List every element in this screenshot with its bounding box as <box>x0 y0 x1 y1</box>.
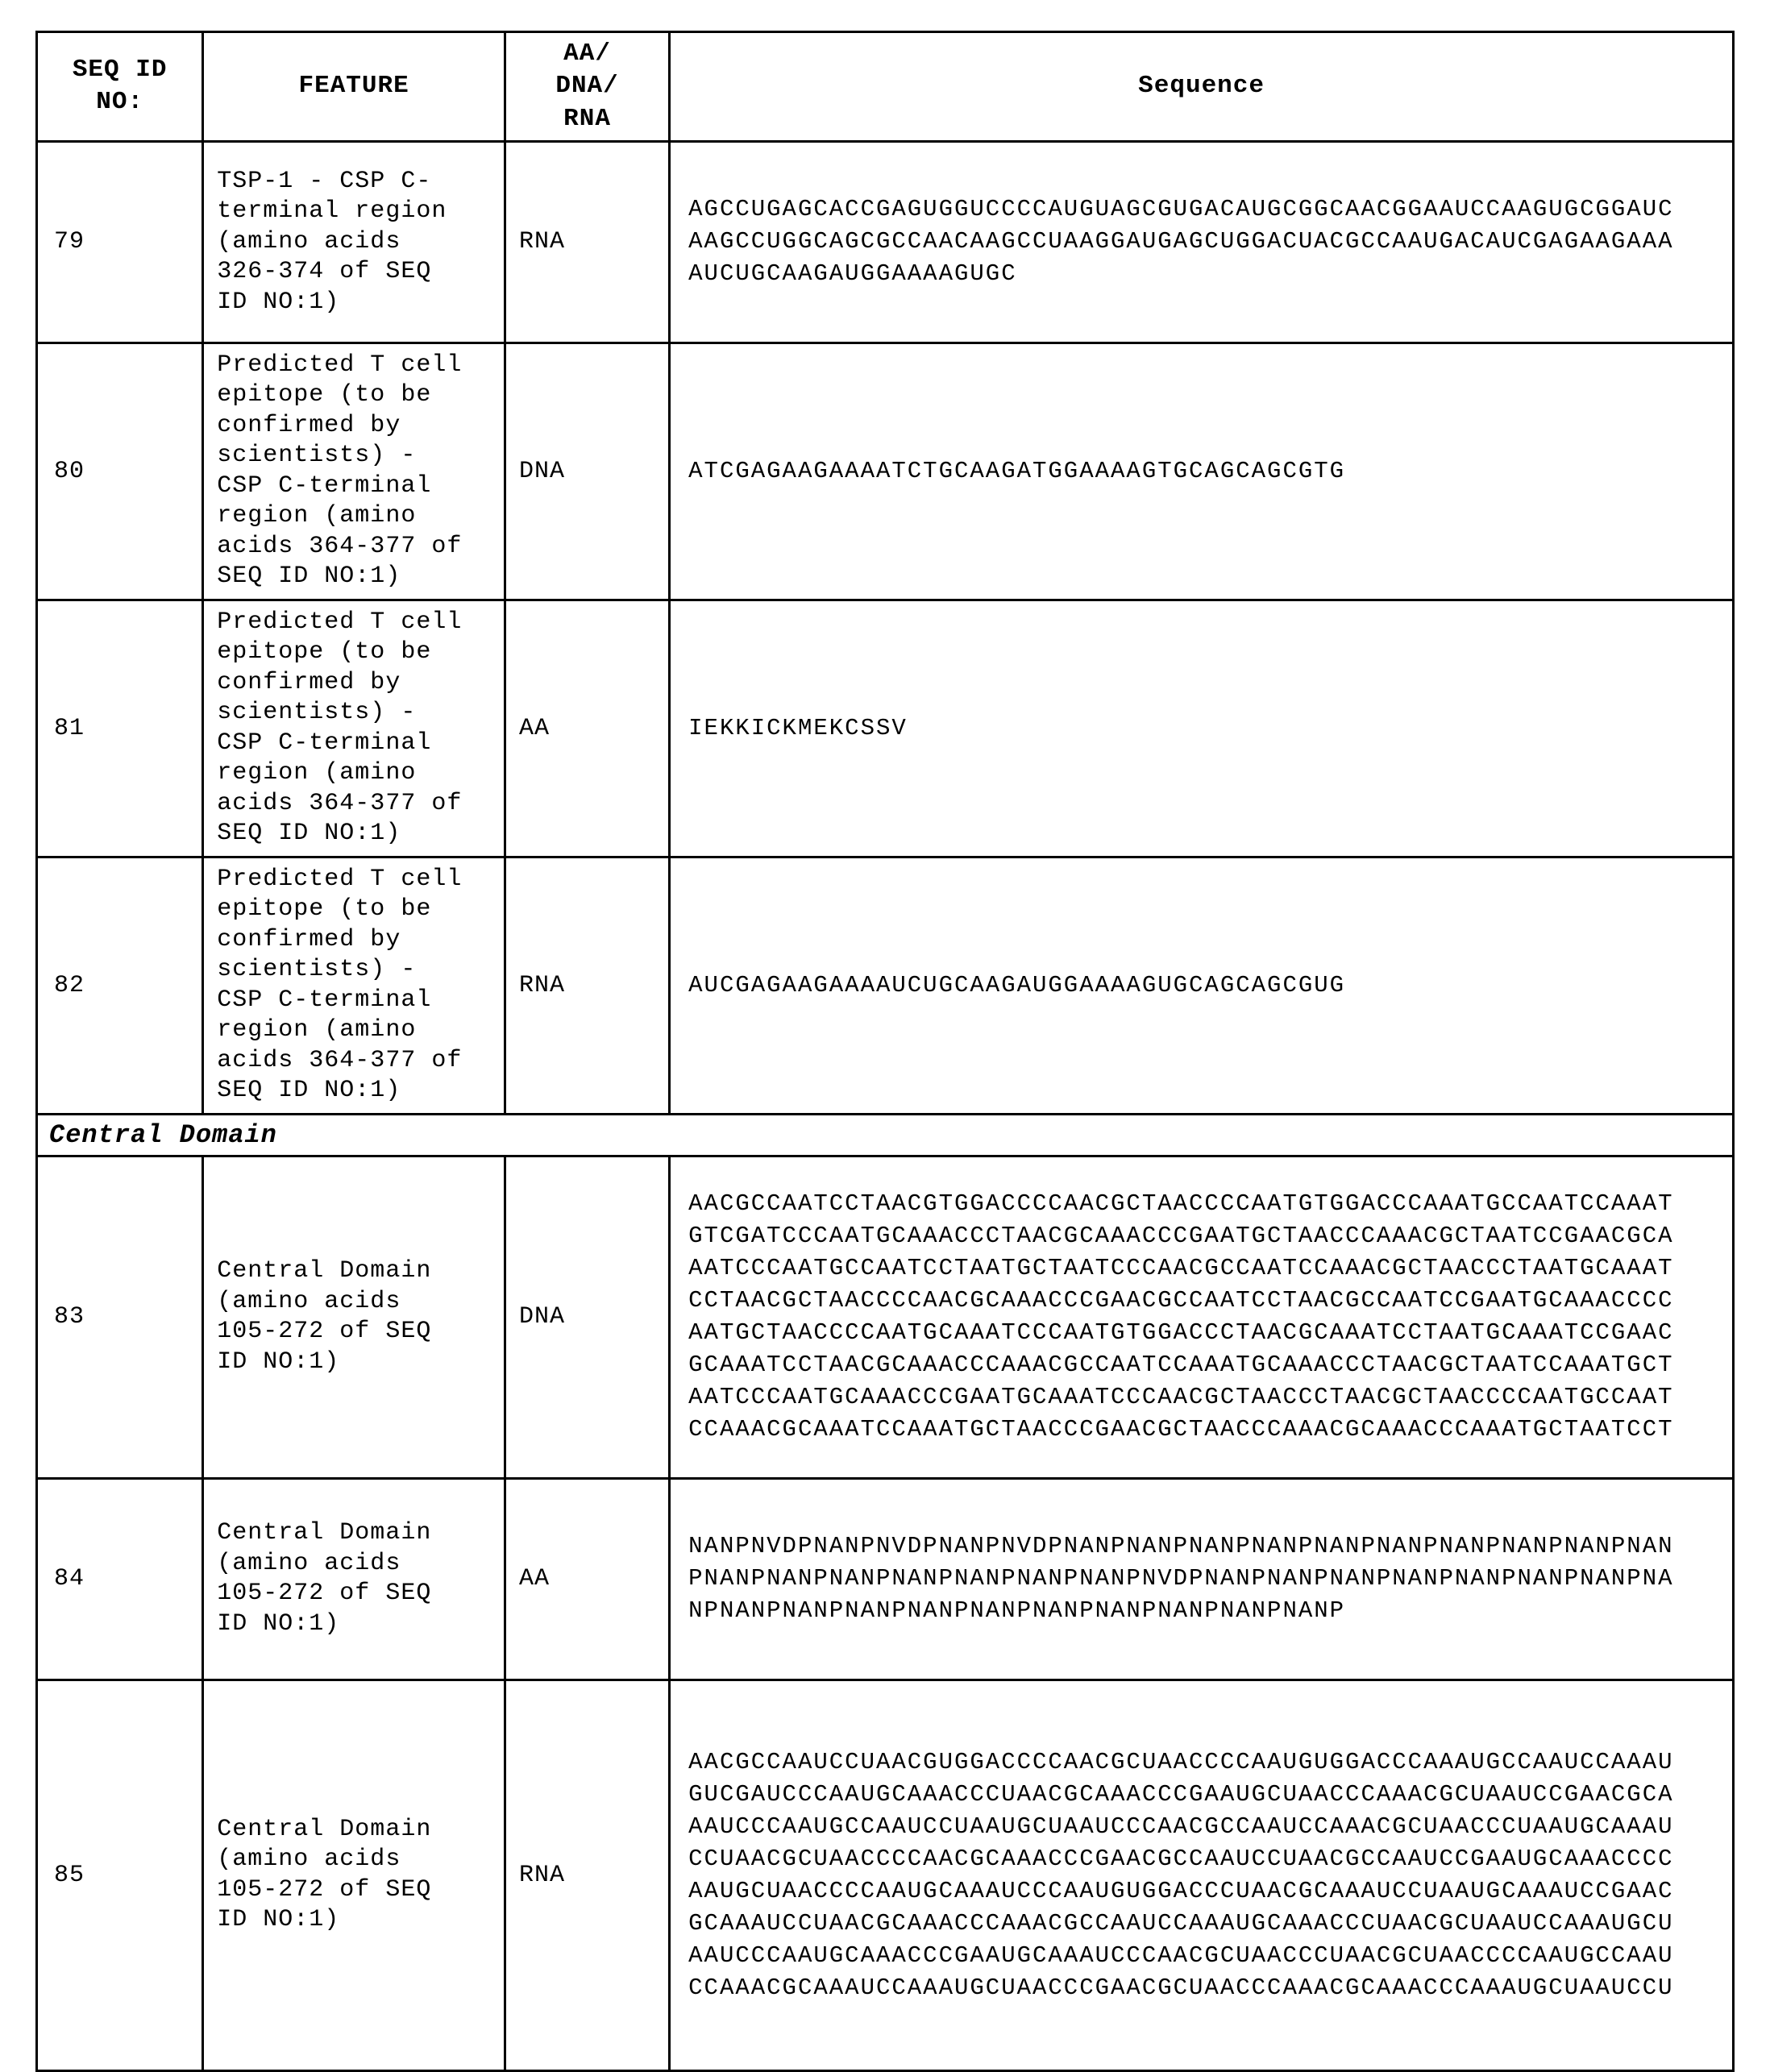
feature-cell: Central Domain (amino acids 105-272 of SEQ ID NO:1) <box>203 1680 505 2070</box>
seq-id-cell: 85 <box>37 1680 203 2070</box>
sequence-cell: AUCGAGAAGAAAAUCUGCAAGAUGGAAAAGUGCAGCAGCGUG <box>670 857 1734 1114</box>
feature-cell: Central Domain (amino acids 105-272 of SEQ ID NO:1) <box>203 1156 505 1478</box>
sequence-cell: ATCGAGAAGAAAATCTGCAAGATGGAAAAGTGCAGCAGCGTG <box>670 343 1734 600</box>
seq-id-cell: 84 <box>37 1478 203 1680</box>
table-row-85 <box>37 1680 1734 2070</box>
type-cell: RNA <box>505 141 669 343</box>
sequence-cell: IEKKICKMEKCSSV <box>670 600 1734 857</box>
sequence-cell: AACGCCAAUCCUAACGUGGACCCCAACGCUAACCCCAAUGUGGACCCAAAUGCCAAUCCAAAU GUCGAUCCCAAUGCAAACCCUAACGCAAACCCGAAUGCUAACCCAAACGCUAAUCCGAACGCA AAUCCCAAUGCCAAUCCUAAUGCUAAUCCCAACGCCAAUCCAAACGCUAACCCUAAUGCAAAU CCUAACGCUAACCCCAACGCAAACCCGAACGCCAAUCCUAACGCCAAUCCGAAUGCAAACCCC AAUGCUAACCCCAAUGCAAAUCCCAAUGUGGACCCUAACGCAAAUCCUAAUGCAAAUCCGAAC GCAAAUCCUAACGCAAACCCAAACGCCAAUCCAAAUGCAAACCCUAACGCUAAUCCAAAUGCU AAUCCCAAUGCAAACCCGAAUGCAAAUCCCAACGCUAACCCUAACGCUAACCCCAAUGCCAAU CCAAACGCAAAUCCAAAUGCUAACCCGAACGCUAACCCAAACGCAAACCCAAAUGCUAAUCCU <box>670 1680 1734 2070</box>
section-header: Central Domain <box>37 1114 1734 1156</box>
seq-id-cell: 83 <box>37 1156 203 1478</box>
seq-id-cell: 79 <box>37 141 203 343</box>
type-cell: AA <box>505 600 669 857</box>
sequence-listing-table <box>35 31 1735 2072</box>
type-cell: RNA <box>505 857 669 1114</box>
feature-cell: Predicted T cell epitope (to be confirmed by scientists) - CSP C-terminal region (amino acids 364-377 of SEQ ID NO:1) <box>203 857 505 1114</box>
table-row-81 <box>37 600 1734 857</box>
table-row-82 <box>37 857 1734 1114</box>
seq-id-cell: 80 <box>37 343 203 600</box>
type-cell: DNA <box>505 1156 669 1478</box>
table-row-79 <box>37 141 1734 343</box>
sequence-cell: AACGCCAATCCTAACGTGGACCCCAACGCTAACCCCAATGTGGACCCAAATGCCAATCCAAAT GTCGATCCCAATGCAAACCCTAACGCAAACCCGAATGCTAACCCAAACGCTAATCCGAACGCA AATCCCAATGCCAATCCTAATGCTAATCCCAACGCCAATCCAAACGCTAACCCTAATGCAAAT CCTAACGCTAACCCCAACGCAAACCCGAACGCCAATCCTAACGCCAATCCGAATGCAAACCCC AATGCTAACCCCAATGCAAATCCCAATGTGGACCCTAACGCAAATCCTAATGCAAATCCGAAC GCAAATCCTAACGCAAACCCAAACGCCAATCCAAATGCAAACCCTAACGCTAATCCAAATGCT AATCCCAATGCAAACCCGAATGCAAATCCCAACGCTAACCCTAACGCTAACCCCAATGCCAAT CCAAACGCAAATCCAAATGCTAACCCGAACGCTAACCCAAACGCAAACCCAAATGCTAATCCT <box>670 1156 1734 1478</box>
header-seq-id: SEQ ID NO: <box>37 32 203 142</box>
type-cell: DNA <box>505 343 669 600</box>
type-cell: AA <box>505 1478 669 1680</box>
header-row <box>37 32 1734 142</box>
table-row-83 <box>37 1156 1734 1478</box>
feature-cell: Predicted T cell epitope (to be confirmed by scientists) - CSP C-terminal region (amino acids 364-377 of SEQ ID NO:1) <box>203 600 505 857</box>
feature-cell: Predicted T cell epitope (to be confirmed by scientists) - CSP C-terminal region (amino acids 364-377 of SEQ ID NO:1) <box>203 343 505 600</box>
sequence-cell: NANPNVDPNANPNVDPNANPNVDPNANPNANPNANPNANPNANPNANPNANPNANPNANPNAN PNANPNANPNANPNANPNANPNANPNANPNVDPNANPNANPNANPNANPNANPNANPNANPNA NPNANPNANPNANPNANPNANPNANPNANPNANPNANPNANP <box>670 1478 1734 1680</box>
sequence-cell: AGCCUGAGCACCGAGUGGUCCCCAUGUAGCGUGACAUGCGGCAACGGAAUCCAAGUGCGGAUC AAGCCUGGCAGCGCCAACAAGCCUAAGGAUGAGCUGGACUACGCCAAUGACAUCGAGAAGAAA AUCUGCAAGAUGGAAAAGUGC <box>670 141 1734 343</box>
header-sequence: Sequence <box>670 32 1734 142</box>
table-row-84 <box>37 1478 1734 1680</box>
header-feature: FEATURE <box>203 32 505 142</box>
feature-cell: Central Domain (amino acids 105-272 of SEQ ID NO:1) <box>203 1478 505 1680</box>
type-cell: RNA <box>505 1680 669 2070</box>
seq-id-cell: 81 <box>37 600 203 857</box>
seq-id-cell: 82 <box>37 857 203 1114</box>
section-row <box>37 1114 1734 1156</box>
table-row-80 <box>37 343 1734 600</box>
feature-cell: TSP-1 - CSP C- terminal region (amino acids 326-374 of SEQ ID NO:1) <box>203 141 505 343</box>
header-type: AA/ DNA/ RNA <box>505 32 669 142</box>
